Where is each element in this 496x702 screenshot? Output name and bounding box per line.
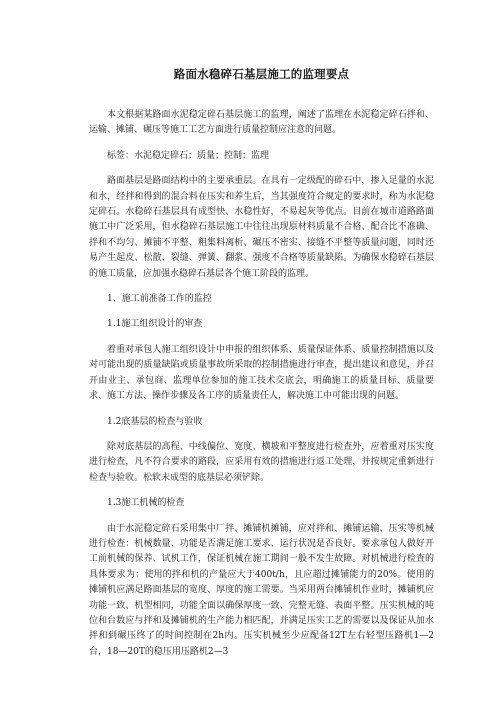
intro-paragraph: 路面基层是路面结构中的主要承重层。在具有一定级配的碎石中，掺入足量的水泥和水，经拌和得到的混合料在压实和养生后，当其强度符合规定的要求时，称为水泥稳定碎石。水稳碎石基层具有成型快、水稳性好，不易起灰等优点。目前在城市道路路面施工中广泛采用，但水稳碎石基层施工中往往出现原材料质量不合格、配合比不准确、拌和不均匀、摊铺不平整、粗集料离析、碾压不密实、接缝不平整等质量问题，同时还易产生起皮、松散、裂缝、弹簧、翻浆、强度不合格等质量缺陷。为确保水稳碎石基层的施工质量，应加强水稳碎石基层各个施工阶段的监理。: [89, 176, 434, 279]
abstract-paragraph: 本文根据某路面水泥稳定碎石基层施工的监理，阐述了监理在水泥稳定碎石拌和、运输、摊铺、碾压等施工工艺方面进行质量控制应注意的问题。: [89, 110, 434, 136]
subsection-1-1-heading: 1.1施工组织设计的审查: [107, 319, 203, 330]
subsection-1-3-heading: 1.3施工机械的检查: [107, 498, 185, 509]
document-title: 路面水稳碎石基层施工的监理要点: [173, 67, 350, 81]
keywords-line: 标签：水泥稳定碎石；质量；控制；监理: [107, 150, 270, 161]
subsection-1-3-paragraph: 由于水泥稳定碎石采用集中厂拌、摊铺机摊铺，应对拌和、摊铺运输、压实等机械进行检查：机械数量、功能是否满足施工要求、运行状况是否良好。要求承包人做好开工前机械的保养、试机工作，保证机械在施工期间一般不发生故障。对机械进行检查的具体要求为：使用的拌和机的产量应大于400t/h，且应超过摊铺能力的20%。使用的摊铺机应满足路面基层的宽度、厚度的施工需要。当采用两台摊铺机作业时，摊铺机应功能一致、机型相同，功能全面以确保厚度一致、完整无缝、表面平整。压实机械的吨位和台数应与拌和及摊铺机的生产能力相匹配，并满足压实工艺的需要以及保证从加水拌和到碾压终了的时间控制在2h内。压实机械至少应配备12T左右轻型压路机1—2台，18—20T的稳压用压路机2—3: [89, 523, 434, 657]
subsection-1-1-paragraph: 着重对承包人施工组织设计中申报的组织体系、质量保证体系、质量控制措施以及对可能出现的质量缺陷或质量事故所采取的控制措施进行审查，提出建议和意见，并召开由业主、承包商、监理单位参加的施工技术交底会，明确施工的质量目标、质量要求、施工方法、操作步骤及各工序的质量责任人，解决施工中可能出现的问题。: [89, 344, 434, 402]
subsection-1-2-paragraph: 除对底基层的高程、中线偏位、宽度、横坡和平整度进行检查外，应着重对压实度进行检查，凡不符合要求的路段，应采用有效的措施进行返工处理，并按规定重新进行检查与验收。松软未成型的底基层必须铲除。: [89, 441, 434, 483]
subsection-1-2-heading: 1.2底基层的检查与验收: [107, 416, 203, 427]
section-1-heading: 1、施工前准备工作的监控: [107, 294, 212, 305]
